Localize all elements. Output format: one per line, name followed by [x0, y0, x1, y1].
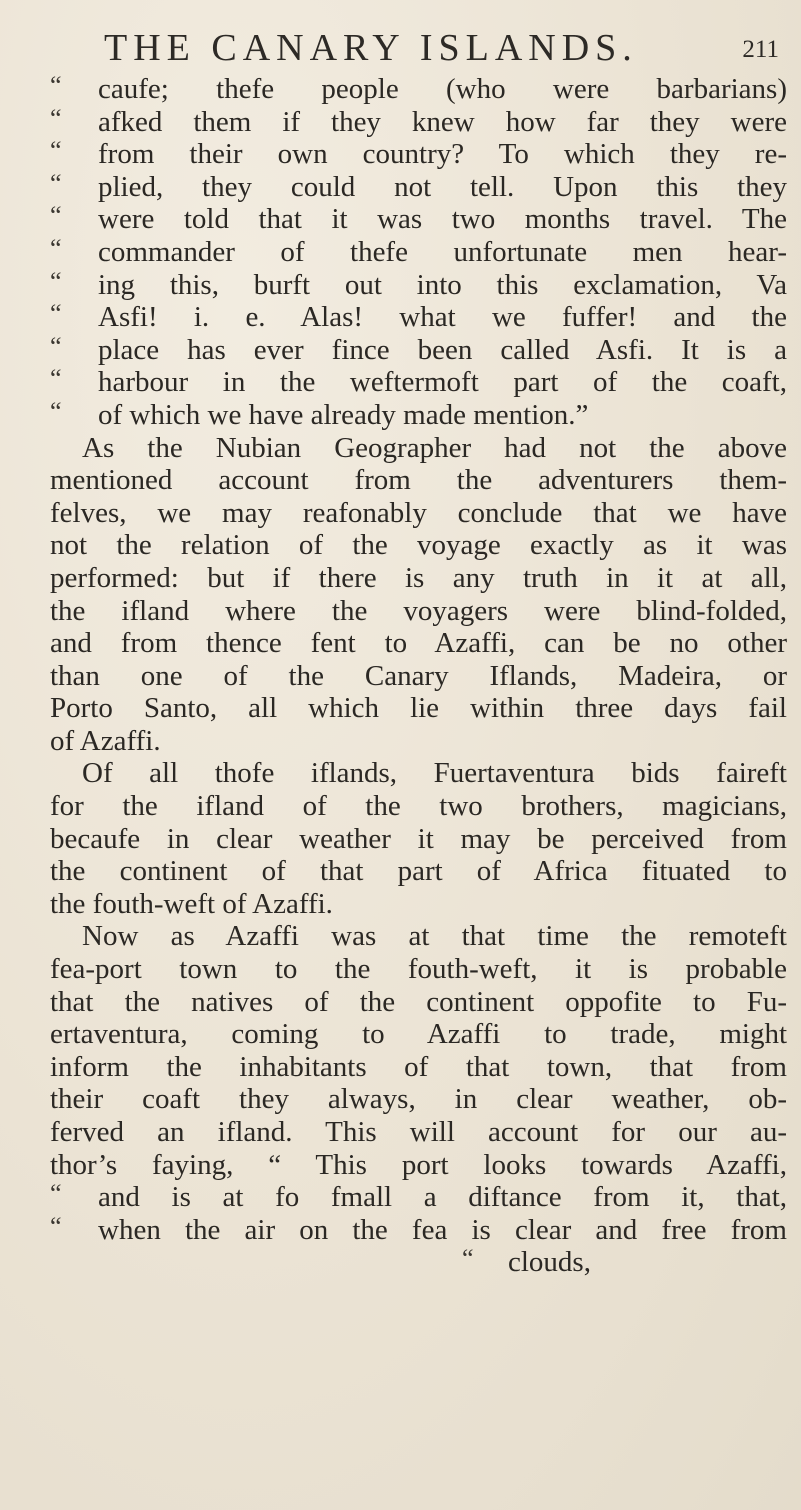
text-line: “ when the air on the fea is clear and free from	[50, 1214, 787, 1247]
text-line: Porto Santo, all which lie within three days fail	[50, 692, 787, 725]
text-line: the fouth-weft of Azaffi.	[50, 887, 333, 920]
text-line: the continent of that part of Africa fituated to	[50, 855, 787, 888]
running-title: THE CANARY ISLANDS.	[104, 27, 638, 69]
text-line: “ afked them if they knew how far they were	[50, 106, 787, 139]
text-line: performed: but if there is any truth in it at all,	[50, 561, 787, 594]
text-line: the ifland where the voyagers were blind-folded,	[50, 594, 787, 627]
text-line: “ place has ever fince been called Asfi. It is a	[50, 334, 787, 367]
text-line: “ commander of thefe unfortunate men hear-	[50, 236, 787, 269]
text-line: of Azaffi.	[50, 724, 161, 757]
page-number: 211	[742, 36, 779, 63]
text-line: mentioned account from the adventurers them-	[50, 464, 787, 497]
text-line: ferved an ifland. This will account for our au-	[50, 1116, 787, 1148]
text-line: that the natives of the continent oppofite to Fu-	[50, 985, 787, 1018]
running-head	[104, 26, 779, 69]
text-line: for the ifland of the two brothers, magicians,	[50, 790, 787, 823]
text-line: not the relation of the voyage exactly as it was	[50, 529, 787, 562]
text-line: their coaft they always, in clear weather, ob-	[50, 1083, 787, 1116]
text-line: fea-port town to the fouth-weft, it is probable	[50, 953, 787, 986]
text-line: “ caufe; thefe people (who were barbarians)	[50, 73, 787, 106]
text-line: “ plied, they could not tell. Upon this they	[50, 171, 787, 204]
text-line: As the Nubian Geographer had not the above	[82, 431, 787, 464]
text-line: and from thence fent to Azaffi, can be no other	[50, 627, 787, 660]
text-line: “ from their own country? To which they re-	[50, 138, 787, 171]
text-line: ertaventura, coming to Azaffi to trade, might	[50, 1018, 787, 1051]
text-line: thor’s faying, “ This port looks towards Azaffi,	[50, 1148, 787, 1181]
text-line: “ harbour in the weftermoft part of the coaft,	[50, 366, 787, 399]
text-line: inform the inhabitants of that town, that from	[50, 1050, 787, 1083]
text-line: “ of which we have already made mention.”	[50, 399, 787, 432]
text-line: becaufe in clear weather it may be perceived from	[50, 822, 787, 855]
body-text	[50, 73, 787, 1279]
text-line: “ and is at fo fmall a diftance from it, that,	[50, 1181, 787, 1214]
text-line: “ Asfi! i. e. Alas! what we fuffer! and the	[50, 301, 787, 334]
text-line: than one of the Canary Iflands, Madeira, or	[50, 659, 787, 692]
text-line: “ ing this, burft out into this exclamation, Va	[50, 269, 787, 302]
text-line: Of all thofe iflands, Fuertaventura bids faireft	[82, 757, 787, 790]
text-line: “ were told that it was two months travel. The	[50, 203, 787, 236]
text-line: felves, we may reafonably conclude that we have	[50, 496, 787, 529]
text-line: Now as Azaffi was at that time the remoteft	[82, 920, 787, 953]
catchword: “ clouds,	[50, 1246, 787, 1279]
